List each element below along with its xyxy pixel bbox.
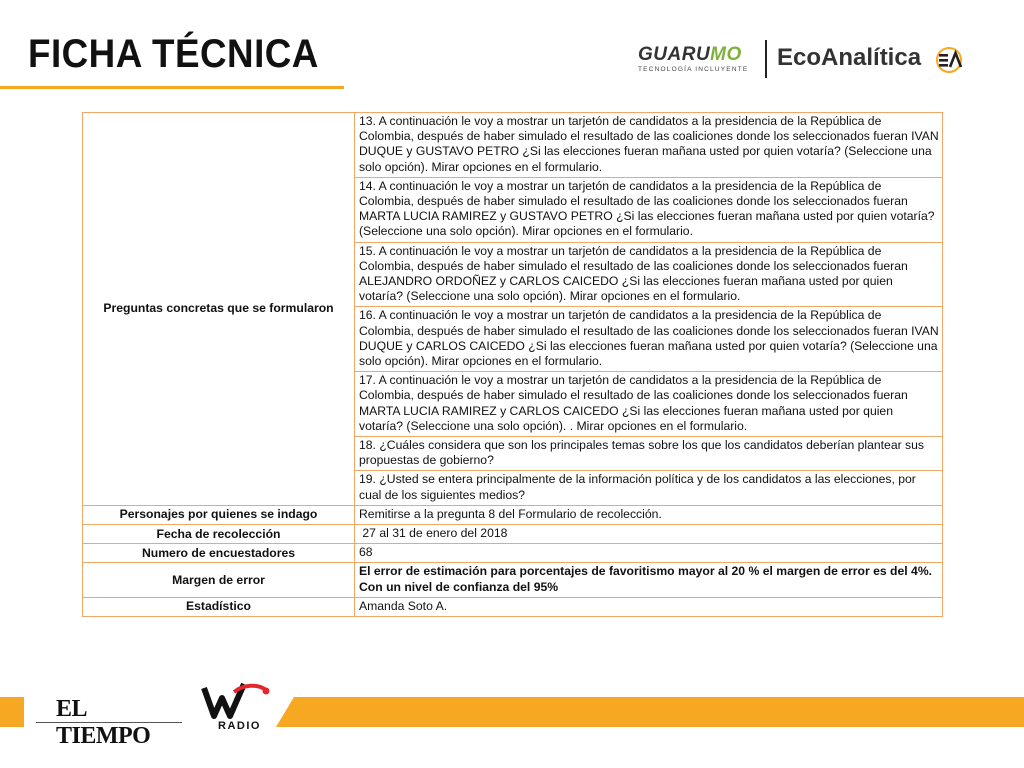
- eltiempo-wordmark: EL TIEMPO: [56, 696, 151, 749]
- table-row: [83, 505, 943, 524]
- logo-divider: [765, 40, 767, 78]
- eltiempo-logo: [36, 694, 182, 749]
- personajes-label: Personajes por quienes se indago: [83, 505, 355, 524]
- guarumo-word-part2: MO: [710, 44, 742, 65]
- footer-accent-bar-right: [276, 697, 1024, 727]
- table-row: [83, 597, 943, 616]
- footer-accent-bar-left: [0, 697, 24, 727]
- page-title: FICHA TÉCNICA: [28, 32, 319, 76]
- table-row: [83, 113, 943, 178]
- margen-value: El error de estimación para porcentajes de favoritismo mayor al 20 % el margen de error es del 4%. Con un nivel de confianza del 95%: [355, 563, 943, 597]
- pregunta-18: 18. ¿Cuáles considera que son los principales temas sobre los que los candidatos deberían plantear sus propuestas de gobierno?: [355, 437, 943, 471]
- ficha-tecnica-table: [82, 112, 943, 617]
- wradio-logo: [200, 682, 274, 734]
- fecha-label: Fecha de recolección: [83, 525, 355, 544]
- title-underline: [0, 86, 344, 89]
- encuestadores-value: 68: [355, 544, 943, 563]
- guarumo-tagline: TECNOLOGÍA INCLUYENTE: [638, 66, 749, 73]
- personajes-value: Remitirse a la pregunta 8 del Formulario de recolección.: [355, 505, 943, 524]
- guarumo-word-part1: GUARU: [638, 44, 711, 65]
- pregunta-17: 17. A continuación le voy a mostrar un tarjetón de candidatos a la presidencia de la República de Colombia, después de haber simulado el resultado de las coaliciones donde los seleccionados fueran MARTA LUCIA RAMIREZ y CARLOS CAICEDO ¿Si las elecciones fueran mañana usted por quien votaría? (Seleccione una solo opción). . Mirar opciones en el formulario.: [355, 372, 943, 437]
- pregunta-15: 15. A continuación le voy a mostrar un tarjetón de candidatos a la presidencia de la República de Colombia, después de haber simulado el resultado de las coaliciones donde los seleccionados fueran ALEJANDRO ORDOÑEZ y CARLOS CAICEDO ¿Si las elecciones fueran mañana usted por quien votaría? (Seleccione una solo opción). Mirar opciones en el formulario.: [355, 242, 943, 307]
- table-row: [83, 563, 943, 597]
- pregunta-14: 14. A continuación le voy a mostrar un tarjetón de candidatos a la presidencia de la República de Colombia, después de haber simulado el resultado de las coaliciones donde los seleccionados fueran MARTA LUCIA RAMIREZ y GUSTAVO PETRO ¿Si las elecciones fueran mañana usted por quien votaría? (Seleccione una solo opción). Mirar opciones en el formulario.: [355, 177, 943, 242]
- wradio-label: RADIO: [218, 720, 261, 732]
- ecoanalitica-logo: EcoAnalítica: [777, 44, 922, 71]
- fecha-value: 27 al 31 de enero del 2018: [355, 525, 943, 544]
- encuestadores-label: Numero de encuestadores: [83, 544, 355, 563]
- table-row: [83, 525, 943, 544]
- guarumo-wordmark: [638, 44, 742, 66]
- table-row: [83, 544, 943, 563]
- guarumo-logo: [632, 44, 758, 76]
- ea-logo-icon: [936, 47, 966, 73]
- pregunta-16: 16. A continuación le voy a mostrar un tarjetón de candidatos a la presidencia de la República de Colombia, después de haber simulado el resultado de las coaliciones donde los seleccionados fueran IVAN DUQUE y CARLOS CAICEDO ¿Si las elecciones fueran mañana usted por quien votaría? (Seleccione una solo opción). Mirar opciones en el formulario.: [355, 307, 943, 372]
- w-logo-icon: [200, 682, 274, 722]
- preguntas-label: Preguntas concretas que se formularon: [83, 113, 355, 506]
- pregunta-19: 19. ¿Usted se entera principalmente de la información política y de los candidatos a las elecciones, por cual de los siguientes medios?: [355, 471, 943, 505]
- estadistico-value: Amanda Soto A.: [355, 597, 943, 616]
- pregunta-13: 13. A continuación le voy a mostrar un tarjetón de candidatos a la presidencia de la República de Colombia, después de haber simulado el resultado de las coaliciones donde los seleccionados fueran IVAN DUQUE y GUSTAVO PETRO ¿Si las elecciones fueran mañana usted por quien votaría? (Seleccione una solo opción). Mirar opciones en el formulario.: [355, 113, 943, 178]
- estadistico-label: Estadístico: [83, 597, 355, 616]
- eltiempo-underline: [36, 722, 182, 723]
- header-logos: [632, 38, 972, 80]
- margen-label: Margen de error: [83, 563, 355, 597]
